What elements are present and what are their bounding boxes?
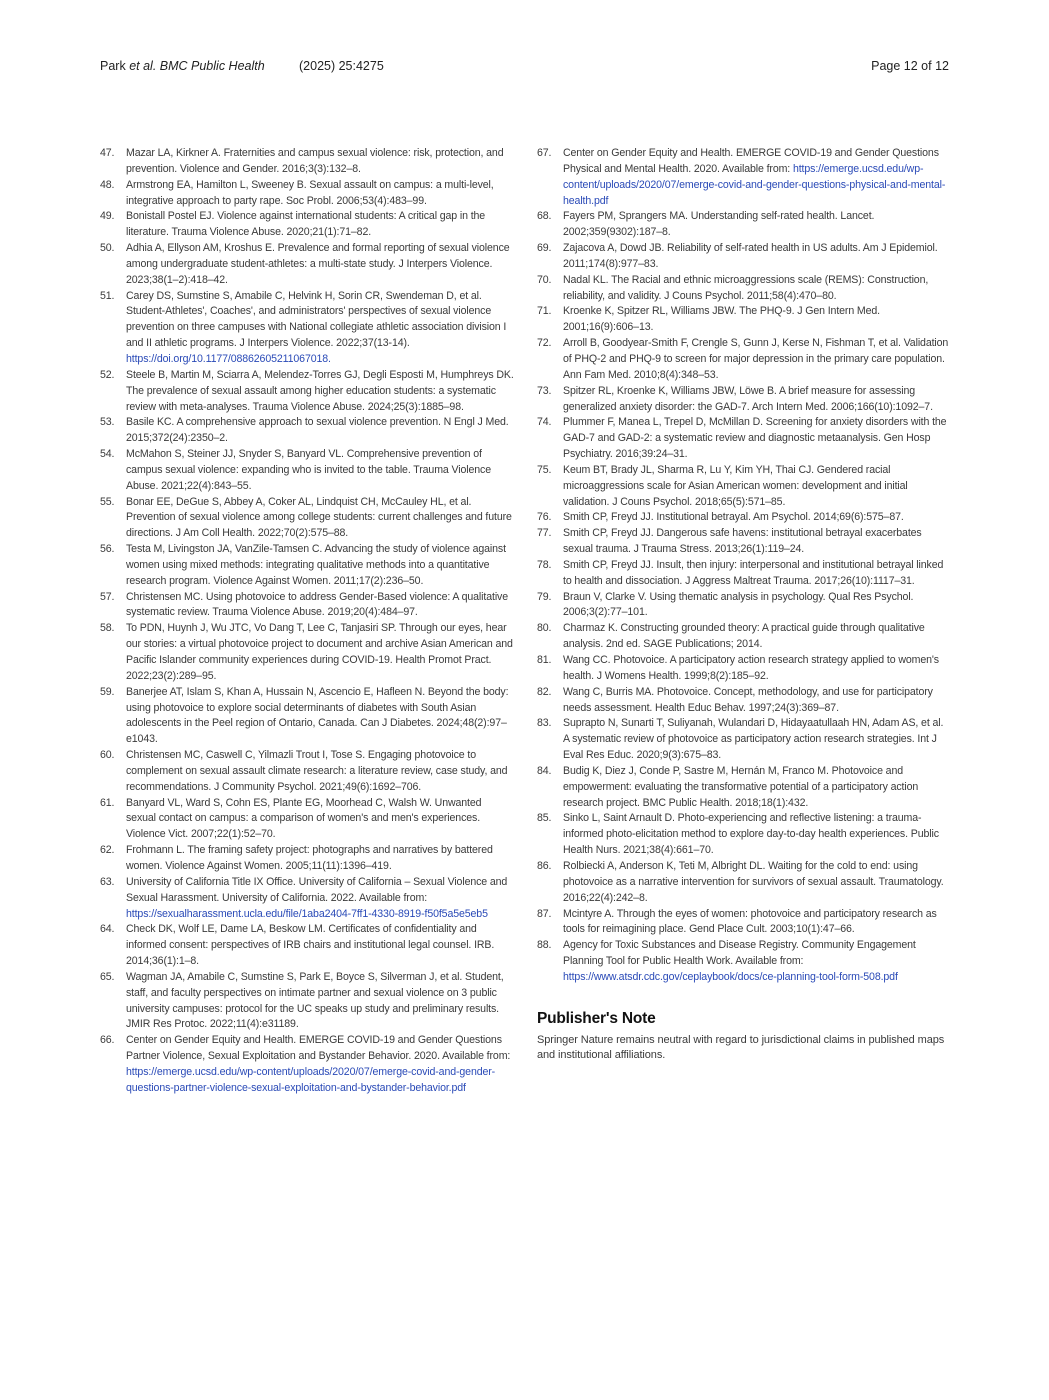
reference-number: 67. — [537, 147, 552, 159]
reference-text: Bonistall Postel EJ. Violence against international students: A critical gap in the literature. Trauma Violence Abuse. 2020;21(1):71–82. — [126, 210, 486, 239]
reference-number: 88. — [537, 939, 552, 952]
reference-item — [537, 716, 951, 764]
reference-text: Christensen MC, Caswell C, Yilmazli Trout I, Tose S. Engaging photovoice to complement on sexual assault climate research: a literature review, case study, and recommendations. J Community Psychol. 2021;49(6):1692–706. — [126, 749, 508, 793]
reference-text: Testa M, Livingston JA, VanZile-Tamsen C. Advancing the study of violence against women using mixed methods: integrating qualitative methods into a quantitative research program. Violence Against Women. 2011;17(2):236–50. — [126, 543, 506, 587]
reference-text: Christensen MC. Using photovoice to address Gender-Based violence: A qualitative systematic review. Trauma Violence Abuse. 2019;20(4):484–97. — [126, 590, 508, 619]
reference-number: 56. — [100, 543, 115, 556]
reference-text: Wang CC. Photovoice. A participatory action research strategy applied to women's health. J Womens Health. 1999;8(2):185–92. — [563, 654, 939, 682]
reference-item — [100, 970, 514, 1033]
reference-item — [537, 811, 951, 859]
references-left-column — [100, 146, 514, 1097]
reference-item — [100, 796, 514, 844]
reference-text: Braun V, Clarke V. Using thematic analysis in psychology. Qual Res Psychol. 2006;3(2):77–101. — [563, 590, 914, 619]
reference-link[interactable]: https://doi.org/10.1177/08862605211067018. — [126, 352, 331, 365]
reference-text: Keum BT, Brady JL, Sharma R, Lu Y, Kim YH, Thai CJ. Gendered racial microaggressions scale for Asian American women: development and initial validation. J Couns Psychol. 2018;65(5):571–85. — [563, 463, 908, 508]
running-header — [100, 59, 949, 77]
reference-link[interactable]: https://www.atsdr.cdc.gov/ceplaybook/docs/ce-planning-tool-form-508.pdf — [563, 970, 898, 983]
reference-number: 71. — [537, 305, 552, 318]
reference-item — [537, 590, 951, 622]
reference-item — [100, 495, 514, 543]
reference-number: 64. — [100, 923, 115, 936]
reference-item — [537, 764, 951, 812]
reference-item — [100, 621, 514, 684]
reference-item — [537, 241, 951, 273]
reference-item — [100, 542, 514, 590]
reference-text: Basile KC. A comprehensive approach to sexual violence prevention. N Engl J Med. 2015;372(24):2350–2. — [126, 416, 509, 445]
reference-text: Spitzer RL, Kroenke K, Williams JBW, Löwe B. A brief measure for assessing generalized anxiety disorder: the GAD-7. Arch Intern Med. 2006;166(10):1092–7. — [563, 384, 933, 413]
reference-item — [537, 907, 951, 939]
reference-item — [100, 289, 514, 368]
reference-link[interactable]: https://emerge.ucsd.edu/wp-content/uploads/2020/07/emerge-covid-and-gender-questions-partner-violence-sexual-exploitation-and-bystander-behavior.pdf — [126, 1065, 496, 1094]
reference-text: Armstrong EA, Hamilton L, Sweeney B. Sexual assault on campus: a multi-level, integrative approach to party rape. Soc Probl. 2006;53(4):483–99. — [126, 178, 494, 207]
reference-number: 52. — [100, 368, 115, 381]
reference-item — [537, 384, 951, 416]
reference-item — [537, 558, 951, 590]
reference-text: Frohmann L. The framing safety project: photographs and narratives by battered women. Violence Against Women. 2005;11(11):1396–419. — [126, 844, 493, 872]
header-authors: Park — [100, 59, 130, 73]
reference-number: 72. — [537, 337, 552, 350]
reference-item — [537, 526, 951, 558]
reference-text: Agency for Toxic Substances and Disease Registry. Community Engagement Planning Tool for Public Health Work. Available from: — [563, 939, 916, 968]
reference-number: 60. — [100, 749, 115, 762]
reference-text: To PDN, Huynh J, Wu JTC, Vo Dang T, Lee C, Tanjasiri SP. Through our eyes, hear our stories: a virtual photovoice project to document and archive Asian American and Pacific Islander community experiences during COVID-19. Health Promot Pract. 2022;23(2):289–95. — [126, 622, 513, 682]
reference-number: 87. — [537, 907, 552, 920]
reference-number: 75. — [537, 463, 552, 476]
reference-text: Kroenke K, Spitzer RL, Williams JBW. The PHQ-9. J Gen Intern Med. 2001;16(9):606–13. — [563, 305, 880, 334]
reference-item — [100, 922, 514, 970]
reference-number: 85. — [537, 812, 552, 825]
reference-link[interactable]: https://emerge.ucsd.edu/wp-content/uploads/2020/07/emerge-covid-and-gender-questions-physical-and-mental-health.pdf — [563, 162, 946, 207]
reference-item — [100, 178, 514, 210]
reference-number: 58. — [100, 622, 115, 635]
reference-item — [537, 209, 951, 241]
reference-number: 83. — [537, 717, 552, 730]
reference-number: 79. — [537, 590, 552, 603]
reference-text: Banerjee AT, Islam S, Khan A, Hussain N, Ascencio E, Hafleen N. Beyond the body: using photovoice to explore social determinants of diabetes with South Asian adolescents in the Peel region of Ontario, Canada. Can J Diabetes. 2024;48(2):97–e1043. — [126, 685, 509, 746]
reference-number: 62. — [100, 844, 115, 857]
reference-item — [537, 336, 951, 384]
header-journal-name: BMC Public Health — [156, 59, 265, 73]
reference-number: 53. — [100, 416, 115, 429]
reference-number: 80. — [537, 622, 552, 635]
reference-text: Fayers PM, Sprangers MA. Understanding self-rated health. Lancet. 2002;359(9302):187–8. — [563, 210, 875, 239]
reference-number: 49. — [100, 210, 115, 223]
reference-number: 69. — [537, 242, 552, 255]
reference-number: 55. — [100, 495, 115, 508]
reference-number: 84. — [537, 764, 552, 777]
reference-item — [100, 209, 514, 241]
reference-number: 73. — [537, 384, 552, 397]
reference-number: 68. — [537, 210, 552, 223]
reference-text: Arroll B, Goodyear-Smith F, Crengle S, Gunn J, Kerse N, Fishman T, et al. Validation of PHQ-2 and PHQ-9 to screen for major depression in the primary care population. Ann Fam Med. 2010;8(4):348–53. — [563, 337, 949, 381]
reference-text: Steele B, Martin M, Sciarra A, Melendez-Torres GJ, Degli Esposti M, Humphreys DK. The prevalence of sexual assault among higher education students: a systematic review with meta-analyses. Trauma Violence Abuse. 2024;25(3):1885–98. — [126, 368, 514, 413]
reference-item — [537, 463, 951, 511]
reference-item — [537, 304, 951, 336]
reference-text: Mcintyre A. Through the eyes of women: photovoice and participatory research as tools for reimagining place. Gend Place Cult. 2003;10(1):47–66. — [563, 907, 937, 936]
reference-text: Smith CP, Freyd JJ. Institutional betrayal. Am Psychol. 2014;69(6):575–87. — [563, 511, 904, 524]
reference-item — [537, 653, 951, 685]
reference-item — [100, 590, 514, 622]
reference-item — [537, 146, 951, 209]
reference-item — [537, 859, 951, 907]
reference-text: Banyard VL, Ward S, Cohn ES, Plante EG, Moorhead C, Walsh W. Unwanted sexual contact on campus: a comparison of women's and men's experiences. Violence Vict. 2007;22(1):52–70. — [126, 796, 482, 841]
header-page-number: Page 12 of 12 — [871, 59, 949, 73]
reference-text: McMahon S, Steiner JJ, Snyder S, Banyard VL. Comprehensive prevention of campus sexual violence: expanding who is invited to the table. Trauma Violence Abuse. 2021;22(4):843–55. — [126, 448, 491, 492]
reference-item — [537, 621, 951, 653]
reference-number: 59. — [100, 685, 115, 698]
reference-text: Check DK, Wolf LE, Dame LA, Beskow LM. Certificates of confidentiality and informed consent: perspectives of IRB chairs and institutional legal counsel. IRB. 2014;36(1):1–8. — [126, 923, 495, 968]
reference-item — [537, 415, 951, 463]
reference-text: Charmaz K. Constructing grounded theory: A practical guide through qualitative analysis. 2nd ed. SAGE Publications; 2014. — [563, 622, 925, 651]
reference-item — [100, 415, 514, 447]
publisher-note-title: Publisher's Note — [537, 1009, 656, 1027]
reference-item — [100, 685, 514, 748]
reference-text: Budig K, Diez J, Conde P, Sastre M, Hernán M, Franco M. Photovoice and empowerment: evaluating the transformative potential of a participatory action research project. BMC Public Health. 2018;18(1):432. — [563, 764, 919, 809]
header-etal: et al. — [129, 59, 157, 73]
journal-citation — [100, 59, 265, 73]
reference-link[interactable]: https://sexualharassment.ucla.edu/file/1aba2404-7ff1-4330-8919-f50f5a5e5eb5 — [126, 907, 488, 920]
reference-text: Wagman JA, Amabile C, Sumstine S, Park E, Boyce S, Silverman J, et al. Student, staff, and faculty perspectives on intimate partner and sexual violence on 3 public university campuses: protocol for the UC speaks up study and preliminary results. JMIR Res Protoc. 2022;11(4):e31189. — [126, 970, 504, 1031]
reference-text: Carey DS, Sumstine S, Amabile C, Helvink H, Sorin CR, Swendeman D, et al. Student-Athletes', Coaches', and administrators' perspectives of sexual violence prevention on three campuses with National collegiate athletic association division I and II athletic programs. J Interpers Violence. 2022;37(13-14). — [126, 289, 507, 350]
reference-text: Suprapto N, Sunarti T, Suliyanah, Wulandari D, Hidayaatullaah HN, Adam AS, et al. A systematic review of photovoice as participatory action research strategies. Int J Eval Res Educ. 2020;9(3):675–83. — [563, 717, 944, 762]
reference-number: 66. — [100, 1034, 115, 1047]
reference-item — [537, 510, 951, 526]
reference-item — [537, 273, 951, 305]
reference-item — [100, 241, 514, 289]
reference-text: Rolbiecki A, Anderson K, Teti M, Albright DL. Waiting for the cold to end: using photovoice as a narrative intervention for survivors of sexual assault. Traumatology. 2016;22(4):242–8. — [563, 859, 944, 904]
reference-number: 82. — [537, 685, 552, 698]
reference-number: 76. — [537, 511, 552, 524]
reference-text: Bonar EE, DeGue S, Abbey A, Coker AL, Lindquist CH, McCauley HL, et al. Prevention of sexual violence among college students: current challenges and future directions. J Am Coll Health. 2022;70(2):575–88. — [126, 495, 512, 540]
reference-number: 54. — [100, 448, 115, 461]
reference-number: 57. — [100, 590, 115, 603]
reference-text: Mazar LA, Kirkner A. Fraternities and campus sexual violence: risk, protection, and prevention. Violence and Gender. 2016;3(3):132–8. — [126, 147, 504, 175]
reference-number: 50. — [100, 242, 115, 255]
reference-text: Zajacova A, Dowd JB. Reliability of self-rated health in US adults. Am J Epidemiol. 2011;174(8):977–83. — [563, 242, 938, 270]
reference-number: 47. — [100, 147, 115, 159]
reference-text: Smith CP, Freyd JJ. Dangerous safe havens: institutional betrayal exacerbates sexual trauma. J Trauma Stress. 2013;26(1):119–24. — [563, 527, 922, 556]
reference-text: Smith CP, Freyd JJ. Insult, then injury: interpersonal and institutional betrayal linked to health and dissociation. J Aggress Maltreat Trauma. 2017;26(10):1117–31. — [563, 558, 944, 587]
reference-text: Plummer F, Manea L, Trepel D, McMillan D. Screening for anxiety disorders with the GAD-7 and GAD-2: a systematic review and diagnostic metaanalysis. Gen Hosp Psychiatry. 2016;39:24–31. — [563, 416, 947, 461]
reference-text: Wang C, Burris MA. Photovoice. Concept, methodology, and use for participatory needs assessment. Health Educ Behav. 1997;24(3):369–87. — [563, 685, 933, 714]
reference-item — [537, 938, 951, 986]
reference-number: 63. — [100, 875, 115, 888]
reference-item — [100, 748, 514, 796]
reference-number: 74. — [537, 416, 552, 429]
reference-item — [100, 447, 514, 495]
reference-number: 61. — [100, 796, 115, 809]
reference-text: University of California Title IX Office. University of California – Sexual Violence and Sexual Harassment. University of California. 2022. Available from: — [126, 875, 508, 904]
reference-text: Sinko L, Saint Arnault D. Photo-experiencing and reflective listening: a trauma-informed photo-elicitation method to explore day-to-day health experiences. Public Health Nurs. 2021;38(4):661–70. — [563, 812, 939, 857]
reference-item — [100, 1033, 514, 1096]
references-right-column — [537, 146, 951, 1064]
publisher-note-text: Springer Nature remains neutral with regard to jurisdictional claims in published maps and institutional affiliations. — [537, 1033, 945, 1062]
reference-item — [100, 368, 514, 416]
references-right-list — [537, 146, 951, 986]
header-year-volume: (2025) 25:4275 — [299, 59, 384, 73]
reference-text: Center on Gender Equity and Health. EMERGE COVID-19 and Gender Questions Partner Violence, Sexual Exploitation and Bystander Behavior. 2020. Available from: — [126, 1034, 511, 1063]
reference-number: 51. — [100, 289, 115, 302]
reference-item — [100, 843, 514, 875]
reference-number: 77. — [537, 527, 552, 540]
reference-number: 86. — [537, 859, 552, 872]
reference-number: 78. — [537, 558, 552, 571]
reference-number: 81. — [537, 654, 552, 666]
reference-number: 65. — [100, 970, 115, 983]
reference-text: Center on Gender Equity and Health. EMERGE COVID-19 and Gender Questions Physical and Mental Health. 2020. Available from: — [563, 147, 939, 175]
reference-item — [537, 685, 951, 717]
reference-item — [100, 146, 514, 178]
reference-text: Adhia A, Ellyson AM, Kroshus E. Prevalence and formal reporting of sexual violence among undergraduate student-athletes: a multi-state study. J Interpers Violence. 2023;38(1–2):418–42. — [126, 242, 510, 286]
reference-number: 48. — [100, 178, 115, 191]
reference-item — [100, 875, 514, 923]
reference-number: 70. — [537, 273, 552, 286]
reference-text: Nadal KL. The Racial and ethnic microaggressions scale (REMS): Construction, reliability, and validity. J Couns Psychol. 2011;58(4):470–80. — [563, 273, 929, 302]
